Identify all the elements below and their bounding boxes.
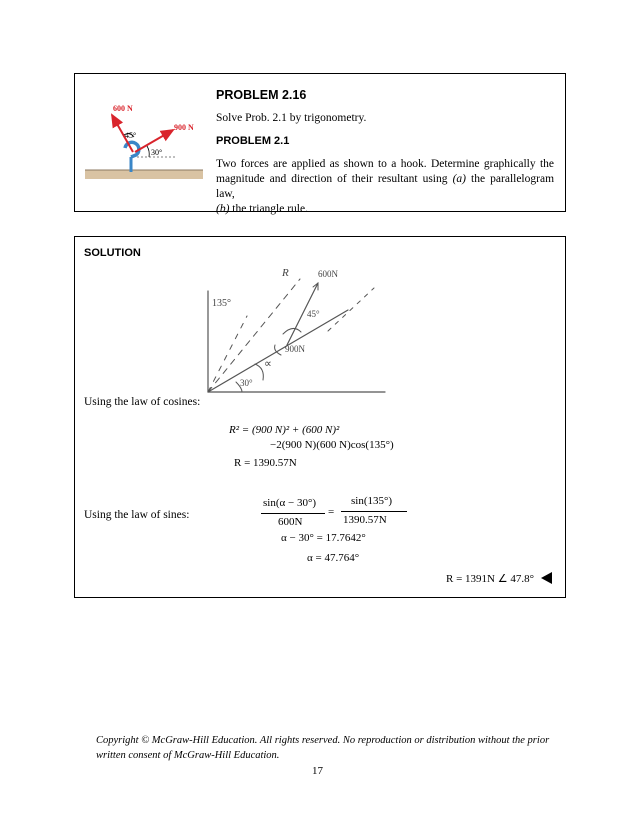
answer-marker-icon	[541, 572, 552, 584]
problem-box	[74, 73, 566, 215]
ground	[85, 170, 203, 179]
sine-equation-2: α − 30° = 17.7642°	[281, 532, 366, 544]
sketch-600n-label: 600N	[318, 269, 338, 279]
problem-statement: Solve Prob. 2.1 by trigonometry.	[216, 112, 367, 124]
sine-denominator-right: 1390.57N	[343, 514, 387, 526]
sketch-alpha-label: ∝	[264, 358, 272, 370]
sine-fraction-line-right	[341, 511, 407, 512]
problem-title: PROBLEM 2.16	[216, 88, 307, 102]
final-answer	[446, 572, 552, 585]
sub-statement-line-2-rest: the parallelogram law,	[216, 173, 555, 200]
part-b: (b)	[216, 203, 230, 215]
angle-45-label: 45°	[125, 131, 137, 140]
part-a: (a)	[452, 173, 466, 185]
sine-numerator-right: sin(135°)	[351, 495, 393, 507]
sketch-135-label: 135°	[212, 298, 231, 309]
sketch-30-label: 30°	[240, 378, 253, 388]
sub-problem-statement	[216, 157, 554, 217]
law-of-sines-label: Using the law of sines:	[84, 509, 190, 521]
sine-denominator-left: 600N	[278, 516, 303, 528]
solution-sketch	[200, 261, 390, 401]
sine-fraction-line-left	[261, 513, 325, 514]
sketch-r-label: R	[282, 267, 289, 279]
force-900-label: 900 N	[174, 123, 194, 132]
sketch-900-vector	[208, 310, 348, 392]
sub-statement-line-3-rest: the triangle rule.	[229, 203, 308, 215]
law-of-cosines-label: Using the law of cosines:	[84, 396, 201, 408]
angle-30-label: 30°	[151, 148, 163, 157]
copyright-footer	[96, 733, 556, 763]
hook-figure	[81, 100, 211, 185]
final-answer-text: R = 1391N ∠ 47.8°	[446, 573, 534, 585]
sine-equals: =	[328, 506, 335, 518]
cosine-equation-3: R = 1390.57N	[234, 457, 297, 469]
page-number: 17	[312, 765, 323, 777]
copyright-line-1: Copyright © McGraw-Hill Education. All rights reserved. No reproduction or distribution without the prior	[96, 735, 550, 746]
sub-statement-line-3	[216, 202, 554, 217]
sub-statement-line-2	[216, 172, 554, 202]
sine-numerator-left: sin(α − 30°)	[263, 497, 317, 509]
force-600-label: 600 N	[113, 104, 133, 113]
sub-statement-line-1: Two forces are applied as shown to a hook. Determine graphically the	[216, 158, 554, 170]
cosine-equation-1: R² = (900 N)² + (600 N)²	[229, 424, 340, 436]
sketch-900n-label: 900N	[285, 344, 305, 354]
sub-problem-title: PROBLEM 2.1	[216, 135, 290, 147]
copyright-line-2: written consent of McGraw-Hill Education.	[96, 750, 280, 761]
sketch-45-label: 45°	[307, 309, 320, 319]
sine-equation-3: α = 47.764°	[307, 552, 360, 564]
cosine-equation-2: −2(900 N)(600 N)cos(135°)	[270, 439, 394, 451]
solution-box	[74, 236, 566, 598]
sketch-resultant	[208, 279, 300, 392]
sub-statement-line-2-text: magnitude and direction of their resultant using	[216, 173, 448, 185]
solution-title: SOLUTION	[84, 247, 141, 259]
